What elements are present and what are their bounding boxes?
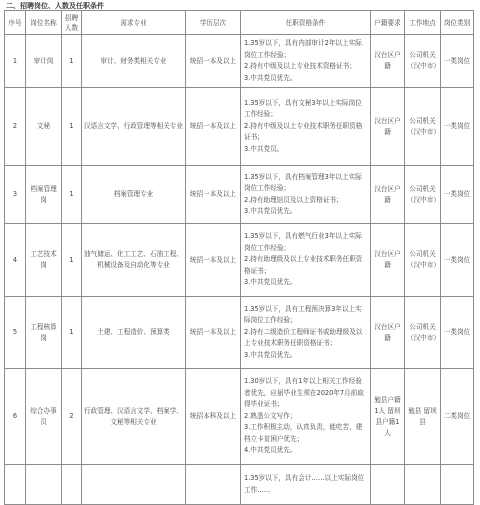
header-category: 岗位类别 [441, 11, 474, 35]
recruitment-table [4, 10, 474, 505]
cell-category: 一类岗位 [441, 224, 474, 297]
cell-position: 工程核算岗 [26, 297, 62, 369]
cell-location: 勉县 留坝县 [405, 369, 441, 465]
cell-education [186, 465, 241, 505]
cell-location [405, 465, 441, 505]
cell-education: 统招一本及以上 [186, 297, 241, 369]
requirement-line: 3.工作积极主动，认真负责，能吃苦，建档立卡贫困户优先； [244, 423, 363, 443]
requirement-line: 2.持有二级造价工程师证书或助理级及以上专业技术职务任职资格证书； [244, 327, 363, 348]
cell-major: 档案管理专业 [82, 166, 186, 224]
requirement-line: 1.35岁以下，具有文秘3年以上实际岗位工作经验； [244, 98, 362, 119]
cell-count: 1 [62, 88, 82, 166]
cell-position [26, 465, 62, 505]
header-position: 岗位名称 [26, 11, 62, 35]
cell-education: 统招一本及以上 [186, 224, 241, 297]
cell-count: 1 [62, 224, 82, 297]
header-major: 需求专业 [82, 11, 186, 35]
cell-count: 2 [62, 369, 82, 465]
cell-count [62, 465, 82, 505]
cell-location: 公司机关（汉中市） [405, 88, 441, 166]
header-row [5, 11, 474, 35]
cell-seq: 2 [5, 88, 26, 166]
cell-education: 统招一本及以上 [186, 166, 241, 224]
cell-position: 审计岗 [26, 35, 62, 88]
cell-location: 公司机关（汉中市） [405, 35, 441, 88]
cell-location: 公司机关（汉中市） [405, 224, 441, 297]
cell-position: 综合办事员 [26, 369, 62, 465]
cell-count: 1 [62, 297, 82, 369]
requirement-line: 2.持有中级及以上专业技术职务任职资格证书； [244, 121, 363, 142]
cell-category: 一类岗位 [441, 35, 474, 88]
cell-requirements [241, 369, 371, 465]
cell-requirements [241, 166, 371, 224]
cell-education: 统招一本及以上 [186, 88, 241, 166]
cell-hukou: 勉县户籍1人 留坝县户籍1人 [371, 369, 405, 465]
requirement-line: 3.中共党员优先。 [244, 350, 297, 359]
header-seq: 序号 [5, 11, 26, 35]
cell-major: 行政管理、汉语言文学、档案学、文秘等相关专业 [82, 369, 186, 465]
cell-major: 土建、工程造价、预算类 [82, 297, 186, 369]
requirement-line: 1.35岁以下，具有档案管理3年以上实际岗位工作经验； [244, 172, 362, 192]
table-row [5, 297, 474, 369]
requirement-line: 2.持有中级及以上专业技术资格证书； [244, 62, 356, 70]
requirement-line: 3.中共党员优先。 [244, 73, 297, 82]
requirement-line: 3.中共党员优先。 [244, 278, 297, 287]
table-row [5, 465, 474, 505]
table-row [5, 166, 474, 224]
header-location: 工作地点 [405, 11, 441, 35]
requirement-line: 3.中共党员优先。 [244, 207, 297, 215]
cell-position: 工艺技术岗 [26, 224, 62, 297]
cell-position: 文秘 [26, 88, 62, 166]
requirement-line: 3.中共党员。 [244, 144, 284, 153]
cell-category: 一类岗位 [441, 297, 474, 369]
cell-seq: 6 [5, 369, 26, 465]
cell-seq [5, 465, 26, 505]
table-row [5, 224, 474, 297]
table-row [5, 88, 474, 166]
header-hukou: 户籍要求 [371, 11, 405, 35]
header-count: 招聘人数 [62, 11, 82, 35]
cell-category [441, 465, 474, 505]
cell-category: 二类岗位 [441, 369, 474, 465]
cell-major: 审计、财务类相关专业 [82, 35, 186, 88]
header-requirements: 任职资格条件 [241, 11, 371, 35]
requirement-line: 2.持有助理馆员及以上资格证书； [244, 195, 343, 204]
cell-education: 统招一本及以上 [186, 35, 241, 88]
cell-count: 1 [62, 35, 82, 88]
cell-seq: 4 [5, 224, 26, 297]
requirement-line: 1.35岁以下，具有工程预决算3年以上实际岗位工作经验； [244, 304, 362, 325]
cell-requirements [241, 297, 371, 369]
table-row [5, 369, 474, 465]
cell-hukou: 汉台区户籍 [371, 88, 405, 166]
cell-hukou: 汉台区户籍 [371, 297, 405, 369]
requirement-line: 1.35岁以下，具有会计……以上实际岗位工作…… [244, 474, 365, 494]
cell-category: 一类岗位 [441, 166, 474, 224]
section-title: 二、招聘岗位、人数及任职条件 [6, 2, 104, 10]
cell-seq: 3 [5, 166, 26, 224]
cell-requirements [241, 88, 371, 166]
cell-location: 公司机关（汉中市） [405, 166, 441, 224]
cell-seq: 5 [5, 297, 26, 369]
cell-requirements [241, 35, 371, 88]
requirement-line: 1.30岁以下，具有1年以上相关工作经验者优先，应届毕业生须在2020年7月前取得毕业证书； [244, 377, 364, 409]
cell-education: 统招本科及以上 [186, 369, 241, 465]
cell-hukou: 汉台区户籍 [371, 224, 405, 297]
requirement-line: 2.持有助理级及以上专业技术职务任职资格证书； [244, 255, 363, 275]
cell-hukou [371, 465, 405, 505]
header-education: 学历层次 [186, 11, 241, 35]
cell-seq: 1 [5, 35, 26, 88]
cell-hukou: 汉台区户籍 [371, 166, 405, 224]
cell-category: 一类岗位 [441, 88, 474, 166]
cell-position: 档案管理岗 [26, 166, 62, 224]
cell-hukou: 汉台区户籍 [371, 35, 405, 88]
cell-major: 汉语言文学、行政管理等相关专业 [82, 88, 186, 166]
cell-requirements [241, 224, 371, 297]
requirement-line: 2.熟悉公文写作； [244, 411, 297, 420]
table-row [5, 35, 474, 88]
cell-requirements [241, 465, 371, 505]
cell-major: 油气储运、化工工艺、石油工程、机械设备及自动化等专业 [82, 224, 186, 297]
cell-count: 1 [62, 166, 82, 224]
cell-location: 公司机关（汉中市） [405, 297, 441, 369]
requirement-line: 1.35岁以下，具有内部审计2年以上实际岗位工作经验； [244, 39, 362, 59]
requirement-line: 1.35岁以下，具有燃气行业3年以上实际岗位工作经验； [244, 232, 362, 252]
requirement-line: 4.中共党员优先。 [244, 446, 297, 455]
cell-major [82, 465, 186, 505]
